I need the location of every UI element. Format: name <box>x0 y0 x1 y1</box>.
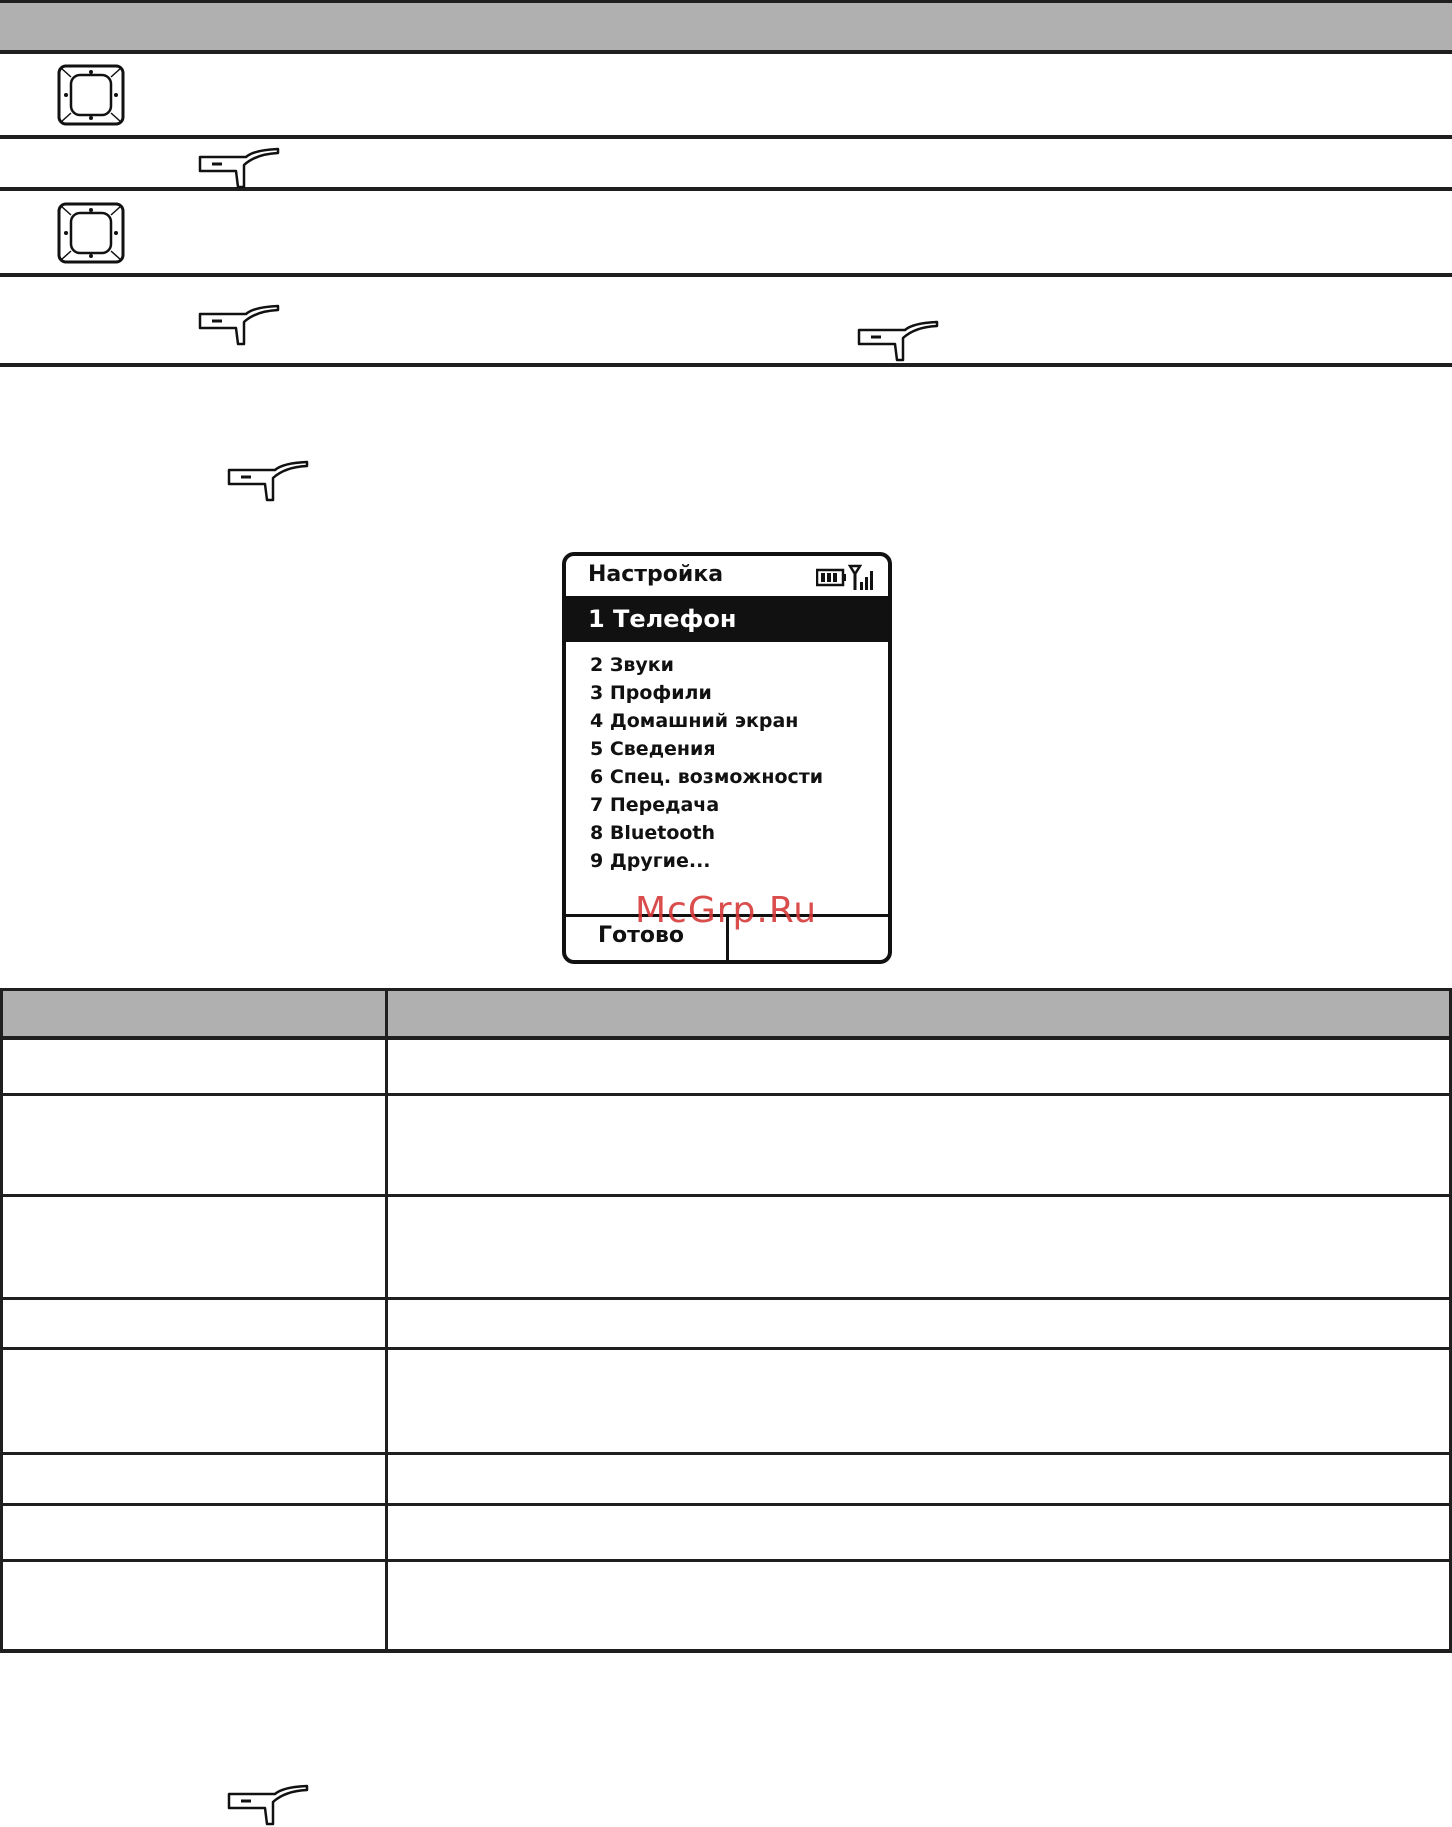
top-table-header-bar <box>0 0 1452 50</box>
softkey-icon <box>227 1784 309 1826</box>
top-table-rule <box>0 50 1452 54</box>
top-table-rule <box>0 363 1452 367</box>
top-table-rule <box>0 0 1452 3</box>
menu-item[interactable]: 7 Передача <box>590 794 720 816</box>
top-table-rule <box>0 135 1452 139</box>
bottom-table-rule <box>0 1297 1452 1300</box>
settings-menu-list <box>590 651 823 875</box>
bottom-table-rule <box>0 1194 1452 1197</box>
status-icons <box>816 564 878 592</box>
signal-icon <box>850 566 873 590</box>
bottom-table-rule <box>0 1036 1452 1040</box>
bottom-table-column-divider <box>385 988 388 1653</box>
bottom-table-rule <box>0 1503 1452 1506</box>
softkey-icon <box>198 147 280 189</box>
menu-item[interactable]: 5 Сведения <box>590 738 716 760</box>
menu-item[interactable]: 2 Звуки <box>590 654 674 676</box>
battery-icon <box>817 570 846 585</box>
bottom-table-rule <box>0 1559 1452 1562</box>
bottom-table-rule <box>0 988 1452 991</box>
menu-item[interactable]: 8 Bluetooth <box>590 822 716 844</box>
watermark: McGrp.Ru <box>635 890 818 931</box>
navigation-key-icon <box>57 64 125 126</box>
bottom-table-rule <box>0 1452 1452 1455</box>
bottom-table-rule <box>0 1093 1452 1096</box>
bottom-table-column-divider <box>0 988 3 1653</box>
screen-title: Настройка <box>588 562 724 587</box>
menu-item[interactable]: 6 Спец. возможности <box>590 766 824 788</box>
softkey-icon <box>857 320 939 362</box>
bottom-table-rule <box>0 1649 1452 1653</box>
bottom-table-header-bar <box>0 990 1452 1038</box>
softkey-icon <box>227 460 309 502</box>
menu-item[interactable]: 4 Домашний экран <box>590 710 799 732</box>
top-table-rule <box>0 273 1452 277</box>
bottom-table-rule <box>0 1347 1452 1350</box>
softkey-icon <box>198 304 280 346</box>
menu-item[interactable]: 9 Другие... <box>590 850 711 872</box>
selected-menu-item[interactable]: 1 Телефон <box>566 596 888 642</box>
softkey-done-button[interactable]: Готово <box>598 923 685 948</box>
menu-item[interactable]: 3 Профили <box>590 682 712 704</box>
navigation-key-icon <box>57 202 125 264</box>
